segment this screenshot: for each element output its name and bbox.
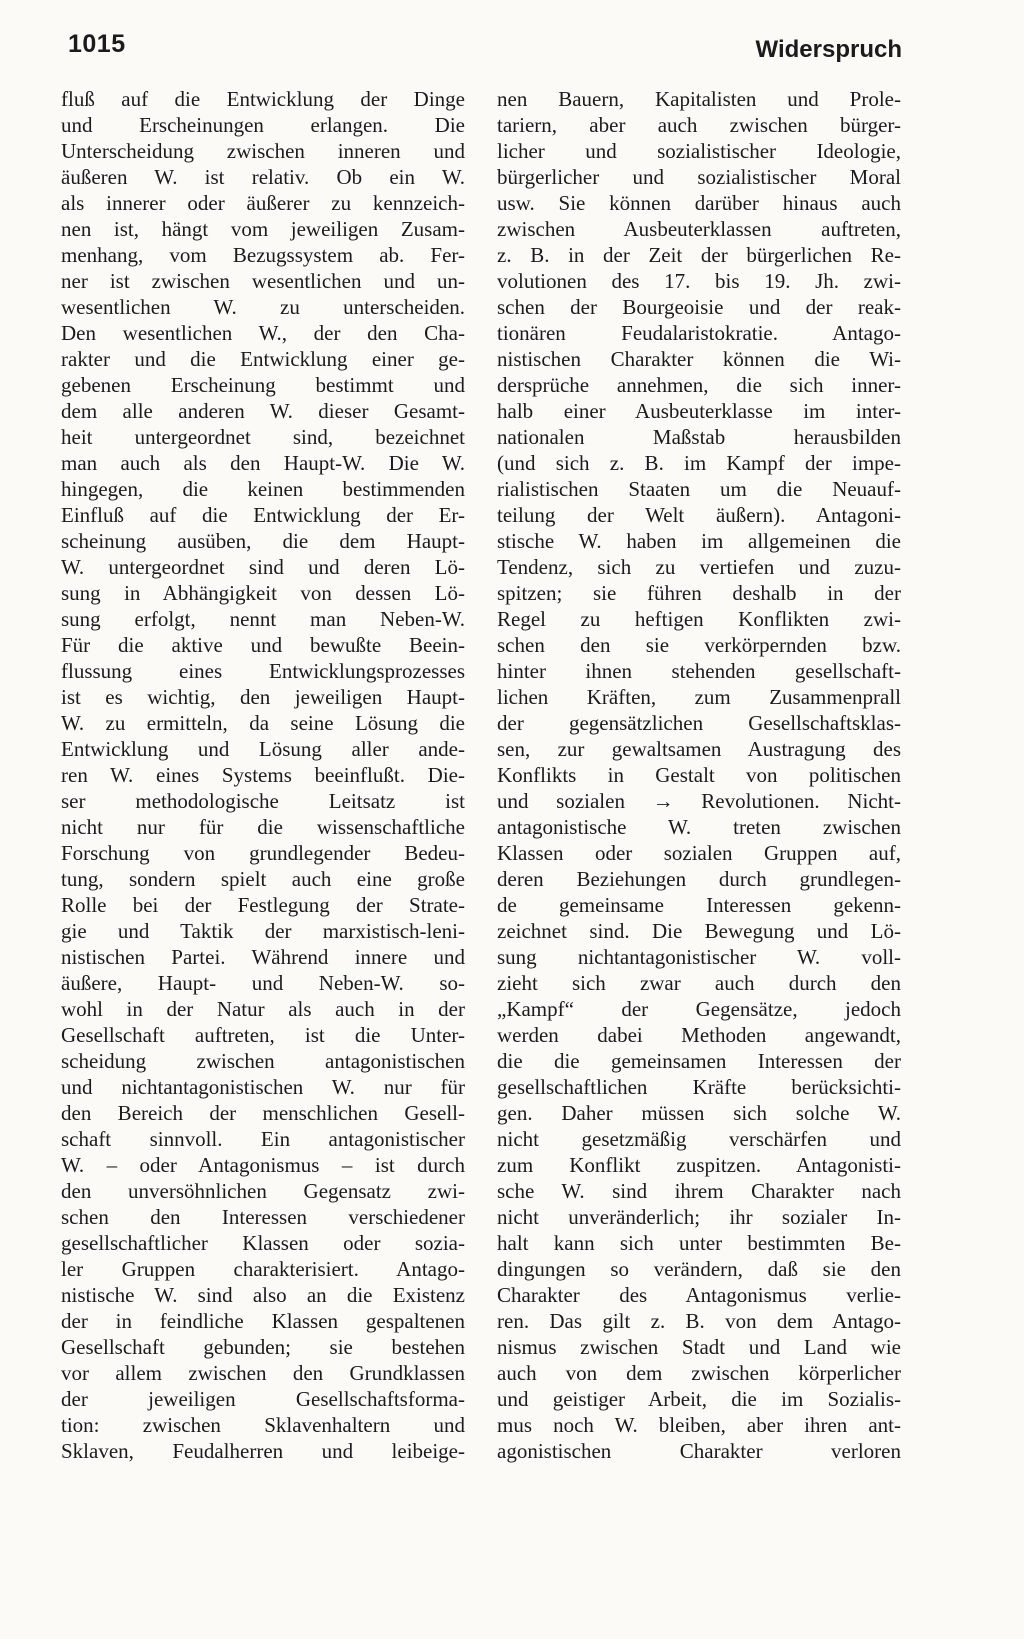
text-line: ren W. eines Systems beeinflußt. Die- (61, 763, 465, 787)
text-line: Klassen oder sozialen Gruppen auf, (497, 841, 901, 865)
text-line: licher und sozialistischer Ideologie, (497, 139, 901, 163)
text-line: tung, sondern spielt auch eine große (61, 867, 465, 891)
text-line: äußeren W. ist relativ. Ob ein W. (61, 165, 465, 189)
text-line: stische W. haben im allgemeinen die (497, 529, 901, 553)
text-line: tion: zwischen Sklavenhaltern und (61, 1413, 465, 1437)
text-line: Regel zu heftigen Konflikten zwi- (497, 607, 901, 631)
text-line: antagonistische W. treten zwischen (497, 815, 901, 839)
text-line: gebenen Erscheinung bestimmt und (61, 373, 465, 397)
text-line: deren Beziehungen durch grundlegen- (497, 867, 901, 891)
text-line: Konflikts in Gestalt von politischen (497, 763, 901, 787)
text-line: W. – oder Antagonismus – ist durch (61, 1153, 465, 1177)
page-number: 1015 (68, 30, 126, 58)
text-line: nicht unveränderlich; ihr sozialer In- (497, 1205, 901, 1229)
text-line: gen. Daher müssen sich solche W. (497, 1101, 901, 1125)
text-line: den Bereich der menschlichen Gesell- (61, 1101, 465, 1125)
text-line: scheidung zwischen antagonistischen (61, 1049, 465, 1073)
text-line: der in feindliche Klassen gespaltenen (61, 1309, 465, 1333)
text-line: bürgerlicher und sozialistischer Moral (497, 165, 901, 189)
text-line: lichen Kräften, zum Zusammenprall (497, 685, 901, 709)
text-line: tionären Feudalaristokratie. Antago- (497, 321, 901, 345)
text-line: Gesellschaft auftreten, ist die Unter- (61, 1023, 465, 1047)
text-line: schen den Interessen verschiedener (61, 1205, 465, 1229)
text-line: Forschung von grundlegender Bedeu- (61, 841, 465, 865)
text-line: W. untergeordnet sind und deren Lö- (61, 555, 465, 579)
text-line: Sklaven, Feudalherren und leibeige- (61, 1439, 465, 1463)
text-line: sung erfolgt, nennt man Neben-W. (61, 607, 465, 631)
text-line: scheinung ausüben, die dem Haupt- (61, 529, 465, 553)
text-line: dingungen so verändern, daß sie den (497, 1257, 901, 1281)
text-line: werden dabei Methoden angewandt, (497, 1023, 901, 1047)
text-line: halt kann sich unter bestimmten Be- (497, 1231, 901, 1255)
text-line: agonistischen Charakter verloren (497, 1439, 901, 1463)
text-line: ser methodologische Leitsatz ist (61, 789, 465, 813)
text-line: und Erscheinungen erlangen. Die (61, 113, 465, 137)
text-line: und nichtantagonistischen W. nur für (61, 1075, 465, 1099)
text-line: tariern, aber auch zwischen bürger- (497, 113, 901, 137)
text-line: gesellschaftlichen Kräfte berücksichti- (497, 1075, 901, 1099)
text-line: sche W. sind ihrem Charakter nach (497, 1179, 901, 1203)
text-line: wesentlichen W. zu unterscheiden. (61, 295, 465, 319)
text-line: menhang, vom Bezugssystem ab. Fer- (61, 243, 465, 267)
text-line: Für die aktive und bewußte Beein- (61, 633, 465, 657)
text-line: nen ist, hängt vom jeweiligen Zusam- (61, 217, 465, 241)
text-line: halb einer Ausbeuterklasse im inter- (497, 399, 901, 423)
text-line: ren. Das gilt z. B. von dem Antago- (497, 1309, 901, 1333)
text-line: als innerer oder äußerer zu kennzeich- (61, 191, 465, 215)
text-line: Entwicklung und Lösung aller ande- (61, 737, 465, 761)
text-line: volutionen des 17. bis 19. Jh. zwi- (497, 269, 901, 293)
right-column (497, 86, 901, 1464)
running-head: Widerspruch (755, 36, 902, 63)
text-line: rialistischen Staaten um die Neuauf- (497, 477, 901, 501)
text-line: sung in Abhängigkeit von dessen Lö- (61, 581, 465, 605)
text-line: ist es wichtig, den jeweiligen Haupt- (61, 685, 465, 709)
text-line: der jeweiligen Gesellschaftsforma- (61, 1387, 465, 1411)
text-line: äußere, Haupt- und Neben-W. so- (61, 971, 465, 995)
text-line: gesellschaftlicher Klassen oder sozia- (61, 1231, 465, 1255)
text-line: zwischen Ausbeuterklassen auftreten, (497, 217, 901, 241)
text-line: Charakter des Antagonismus verlie- (497, 1283, 901, 1307)
text-line: hinter ihnen stehenden gesellschaft- (497, 659, 901, 683)
text-line: gie und Taktik der marxistisch-leni- (61, 919, 465, 943)
text-line: zum Konflikt zuspitzen. Antagonisti- (497, 1153, 901, 1177)
text-line: nistischen Partei. Während innere und (61, 945, 465, 969)
text-line: Tendenz, sich zu vertiefen und zuzu- (497, 555, 901, 579)
text-line: Unterscheidung zwischen inneren und (61, 139, 465, 163)
text-line: wohl in der Natur als auch in der (61, 997, 465, 1021)
text-line: sung nichtantagonistischer W. voll- (497, 945, 901, 969)
text-line: schen den sie verkörpernden bzw. (497, 633, 901, 657)
text-line: auch von dem zwischen körperlicher (497, 1361, 901, 1385)
text-line: vor allem zwischen den Grundklassen (61, 1361, 465, 1385)
text-line: den unversöhnlichen Gegensatz zwi- (61, 1179, 465, 1203)
text-line: man auch als den Haupt-W. Die W. (61, 451, 465, 475)
text-line: z. B. in der Zeit der bürgerlichen Re- (497, 243, 901, 267)
text-line: dersprüche annehmen, die sich inner- (497, 373, 901, 397)
text-line: usw. Sie können darüber hinaus auch (497, 191, 901, 215)
text-line: Rolle bei der Festlegung der Strate- (61, 893, 465, 917)
text-line: Gesellschaft gebunden; sie bestehen (61, 1335, 465, 1359)
text-line: und sozialen → Revolutionen. Nicht- (497, 789, 901, 813)
text-line: dem alle anderen W. dieser Gesamt- (61, 399, 465, 423)
text-line: ler Gruppen charakterisiert. Antago- (61, 1257, 465, 1281)
text-line: nistischen Charakter können die Wi- (497, 347, 901, 371)
text-line: die die gemeinsamen Interessen der (497, 1049, 901, 1073)
text-line: flussung eines Entwicklungsprozesses (61, 659, 465, 683)
text-line: de gemeinsame Interessen gekenn- (497, 893, 901, 917)
text-line: nistische W. sind also an die Existenz (61, 1283, 465, 1307)
text-line: „Kampf“ der Gegensätze, jedoch (497, 997, 901, 1021)
text-line: Einfluß auf die Entwicklung der Er- (61, 503, 465, 527)
text-line: fluß auf die Entwicklung der Dinge (61, 87, 465, 111)
text-line: teilung der Welt äußern). Antagoni- (497, 503, 901, 527)
left-column (61, 86, 465, 1464)
text-line: W. zu ermitteln, da seine Lösung die (61, 711, 465, 735)
text-line: der gegensätzlichen Gesellschaftsklas- (497, 711, 901, 735)
text-line: nationalen Maßstab herausbilden (497, 425, 901, 449)
text-line: und geistiger Arbeit, die im Sozialis- (497, 1387, 901, 1411)
text-line: Den wesentlichen W., der den Cha- (61, 321, 465, 345)
text-line: spitzen; sie führen deshalb in der (497, 581, 901, 605)
text-line: schaft sinnvoll. Ein antagonistischer (61, 1127, 465, 1151)
text-line: nicht gesetzmäßig verschärfen und (497, 1127, 901, 1151)
text-line: nen Bauern, Kapitalisten und Prole- (497, 87, 901, 111)
text-line: zieht sich zwar auch durch den (497, 971, 901, 995)
text-line: ner ist zwischen wesentlichen und un- (61, 269, 465, 293)
text-line: mus noch W. bleiben, aber ihren ant- (497, 1413, 901, 1437)
text-line: schen der Bourgeoisie und der reak- (497, 295, 901, 319)
text-line: nicht nur für die wissenschaftliche (61, 815, 465, 839)
text-line: hingegen, die keinen bestimmenden (61, 477, 465, 501)
text-line: heit untergeordnet sind, bezeichnet (61, 425, 465, 449)
text-line: sen, zur gewaltsamen Austragung des (497, 737, 901, 761)
text-line: zeichnet sind. Die Bewegung und Lö- (497, 919, 901, 943)
text-line: (und sich z. B. im Kampf der impe- (497, 451, 901, 475)
text-line: nismus zwischen Stadt und Land wie (497, 1335, 901, 1359)
text-line: rakter und die Entwicklung einer ge- (61, 347, 465, 371)
